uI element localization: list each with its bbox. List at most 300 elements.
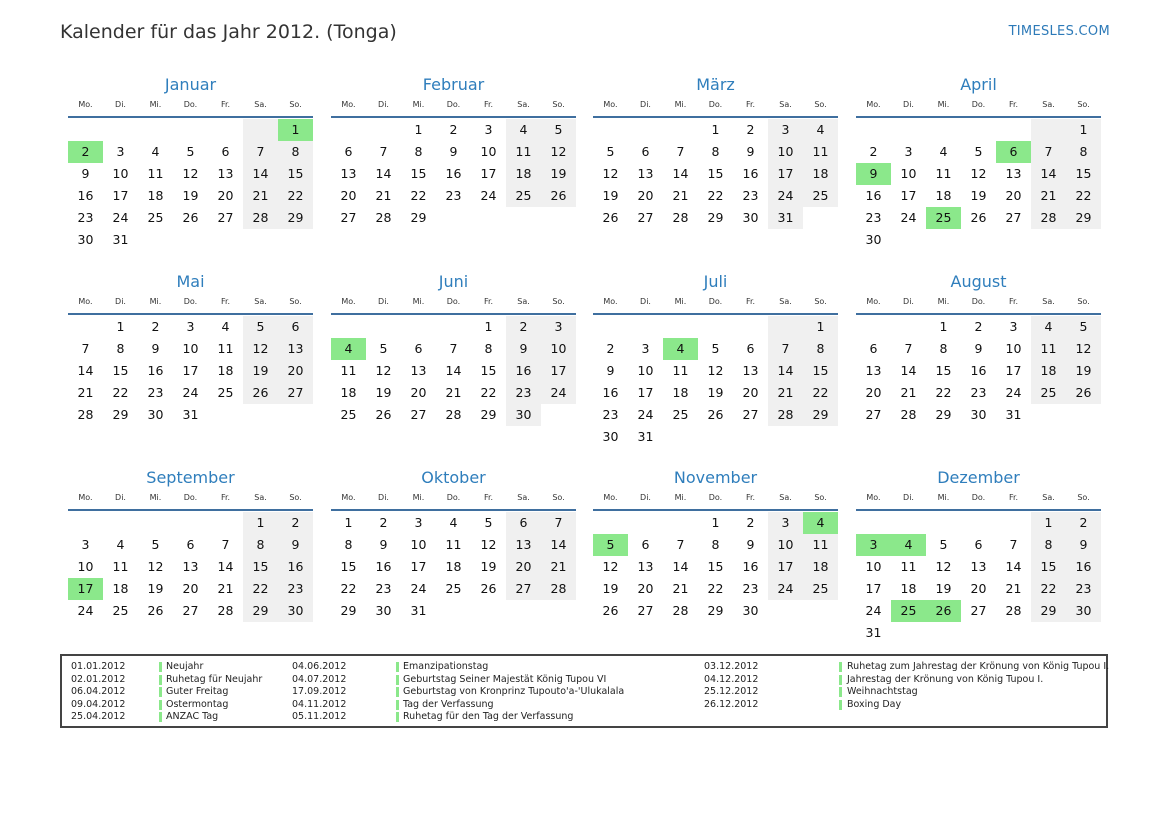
weekday-label: Do. xyxy=(183,100,198,109)
day-cell: 20 xyxy=(970,581,987,596)
day-cell: 26 xyxy=(243,382,278,404)
day-cell: 28 xyxy=(445,407,462,422)
day-cell: 11 xyxy=(506,141,541,163)
day-cell: 10 xyxy=(768,534,803,556)
day-cell: 13 xyxy=(1005,166,1022,181)
month-name: Juli xyxy=(703,272,728,291)
empty-cell xyxy=(593,316,628,338)
day-cell: 17 xyxy=(410,559,427,574)
month-name: Februar xyxy=(422,75,485,94)
holiday-marker xyxy=(396,700,399,710)
weekday-header xyxy=(593,96,838,118)
day-cell: 25 xyxy=(672,407,689,422)
empty-cell xyxy=(628,316,663,338)
day-cell: 27 xyxy=(182,603,199,618)
day-cell: 14 xyxy=(217,559,234,574)
day-cell: 30 xyxy=(742,210,759,225)
day-cell: 11 xyxy=(803,141,838,163)
day-cell: 9 xyxy=(379,537,388,552)
weekday-label: Fr. xyxy=(745,100,756,109)
weekday-label: Do. xyxy=(708,100,723,109)
weekday-label: So. xyxy=(1077,493,1090,502)
day-cell: 28 xyxy=(672,603,689,618)
day-cell: 27 xyxy=(742,407,759,422)
day-cell: 18 xyxy=(803,163,838,185)
day-cell: 7 xyxy=(768,338,803,360)
day-cell: 1 xyxy=(414,122,423,137)
holiday-date: 04.11.2012 xyxy=(292,698,347,710)
day-cell: 23 xyxy=(506,382,541,404)
day-cell: 23 xyxy=(278,578,313,600)
day-cell: 12 xyxy=(541,141,576,163)
day-grid xyxy=(331,512,576,622)
weekday-label: Di. xyxy=(115,100,126,109)
month-6 xyxy=(331,271,576,426)
weekday-label: Fr. xyxy=(1008,100,1019,109)
day-cell: 26 xyxy=(1066,382,1101,404)
weekday-label: So. xyxy=(289,100,302,109)
day-cell: 8 xyxy=(711,537,720,552)
day-cell: 25 xyxy=(803,185,838,207)
day-cell: 22 xyxy=(707,188,724,203)
day-cell: 14 xyxy=(77,363,94,378)
day-cell: 27 xyxy=(970,603,987,618)
weekday-label: Mi. xyxy=(674,297,687,306)
day-cell: 7 xyxy=(676,144,685,159)
empty-cell xyxy=(208,119,243,141)
weekday-label: Sa. xyxy=(779,297,792,306)
holiday-marker xyxy=(159,687,162,697)
holiday-marker xyxy=(839,662,842,672)
empty-cell xyxy=(103,512,138,534)
day-cell: 29 xyxy=(112,407,129,422)
weekday-label: Di. xyxy=(378,297,389,306)
day-cell: 25 xyxy=(340,407,357,422)
day-cell: 23 xyxy=(1066,578,1101,600)
day-cell: 18 xyxy=(1031,360,1066,382)
day-cell: 15 xyxy=(480,363,497,378)
day-cell: 12 xyxy=(480,537,497,552)
day-cell: 6 xyxy=(506,512,541,534)
day-cell: 6 xyxy=(641,537,650,552)
day-cell: 2 xyxy=(869,144,878,159)
holiday-marker xyxy=(159,675,162,685)
weekday-header xyxy=(331,96,576,118)
weekday-label: Mi. xyxy=(149,297,162,306)
day-cell: 14 xyxy=(1005,559,1022,574)
day-cell: 24 xyxy=(541,382,576,404)
day-cell: 2 xyxy=(506,316,541,338)
weekday-label: Sa. xyxy=(1042,100,1055,109)
day-cell: 1 xyxy=(711,515,720,530)
weekday-label: Fr. xyxy=(220,100,231,109)
empty-cell xyxy=(891,119,926,141)
empty-cell xyxy=(68,316,103,338)
empty-cell xyxy=(68,119,103,141)
weekday-label: Mi. xyxy=(937,100,950,109)
day-cell: 14 xyxy=(243,163,278,185)
day-cell: 8 xyxy=(414,144,423,159)
day-cell: 3 xyxy=(484,122,493,137)
weekday-label: So. xyxy=(552,297,565,306)
day-cell: 13 xyxy=(970,559,987,574)
day-cell: 9 xyxy=(278,534,313,556)
day-cell: 12 xyxy=(935,559,952,574)
day-cell: 5 xyxy=(151,537,160,552)
day-cell: 15 xyxy=(1031,556,1066,578)
day-cell: 17 xyxy=(480,166,497,181)
day-cell: 13 xyxy=(340,166,357,181)
day-cell: 22 xyxy=(803,382,838,404)
day-cell: 11 xyxy=(112,559,129,574)
day-cell: 7 xyxy=(1031,141,1066,163)
day-cell: 16 xyxy=(1066,556,1101,578)
weekday-label: Fr. xyxy=(220,493,231,502)
day-cell: 21 xyxy=(672,188,689,203)
day-cell: 10 xyxy=(637,363,654,378)
weekday-label: Mo. xyxy=(603,493,618,502)
weekday-label: Mo. xyxy=(866,297,881,306)
empty-cell xyxy=(401,316,436,338)
holiday-name: Weihnachtstag xyxy=(847,686,918,697)
weekday-label: Mi. xyxy=(149,493,162,502)
weekday-label: Do. xyxy=(708,297,723,306)
day-cell: 2 xyxy=(278,512,313,534)
weekday-header xyxy=(331,293,576,315)
day-grid xyxy=(856,512,1101,644)
weekday-label: Do. xyxy=(446,297,461,306)
day-cell: 25 xyxy=(217,385,234,400)
day-cell: 22 xyxy=(1066,185,1101,207)
day-cell: 27 xyxy=(506,578,541,600)
day-cell: 8 xyxy=(1066,141,1101,163)
day-cell: 21 xyxy=(375,188,392,203)
weekday-label: Mi. xyxy=(149,100,162,109)
weekday-header xyxy=(68,96,313,118)
day-cell: 15 xyxy=(278,163,313,185)
day-cell: 6 xyxy=(221,144,230,159)
day-cell: 3 xyxy=(768,512,803,534)
holiday-day-cell: 5 xyxy=(593,534,628,556)
weekday-label: Mi. xyxy=(674,493,687,502)
month-name: Dezember xyxy=(937,468,1020,487)
empty-cell xyxy=(331,316,366,338)
day-cell: 8 xyxy=(278,141,313,163)
weekday-header xyxy=(856,489,1101,511)
day-cell: 29 xyxy=(340,603,357,618)
empty-cell xyxy=(698,316,733,338)
day-cell: 29 xyxy=(278,207,313,229)
weekday-label: Mo. xyxy=(341,100,356,109)
day-cell: 26 xyxy=(541,185,576,207)
day-cell: 30 xyxy=(742,603,759,618)
day-cell: 24 xyxy=(182,385,199,400)
day-grid xyxy=(68,119,313,251)
day-cell: 7 xyxy=(449,341,458,356)
empty-cell xyxy=(173,512,208,534)
day-cell: 14 xyxy=(672,559,689,574)
empty-cell xyxy=(663,316,698,338)
day-cell: 12 xyxy=(147,559,164,574)
day-cell: 21 xyxy=(672,581,689,596)
holiday-marker xyxy=(159,662,162,672)
day-cell: 17 xyxy=(865,581,882,596)
day-cell: 23 xyxy=(970,385,987,400)
day-cell: 19 xyxy=(182,188,199,203)
weekday-label: Di. xyxy=(115,493,126,502)
weekday-header xyxy=(331,489,576,511)
day-cell: 29 xyxy=(707,603,724,618)
weekday-label: Di. xyxy=(903,100,914,109)
weekday-label: Mo. xyxy=(78,100,93,109)
day-cell: 19 xyxy=(602,581,619,596)
day-cell: 23 xyxy=(742,581,759,596)
day-cell: 7 xyxy=(676,537,685,552)
day-cell: 18 xyxy=(112,581,129,596)
empty-cell xyxy=(891,512,926,534)
day-cell: 21 xyxy=(445,385,462,400)
day-cell: 28 xyxy=(375,210,392,225)
weekday-label: Mi. xyxy=(937,297,950,306)
holiday-name: Jahrestag der Krönung von König Tupou I. xyxy=(847,673,1044,685)
weekday-label: Di. xyxy=(640,297,651,306)
day-cell: 30 xyxy=(77,232,94,247)
day-cell: 7 xyxy=(243,141,278,163)
weekday-label: Di. xyxy=(903,493,914,502)
holiday-legend xyxy=(60,654,1108,728)
day-cell: 11 xyxy=(217,341,234,356)
day-cell: 14 xyxy=(672,166,689,181)
weekday-label: Mi. xyxy=(412,297,425,306)
day-cell: 13 xyxy=(637,166,654,181)
day-cell: 30 xyxy=(1066,600,1101,622)
weekday-label: Di. xyxy=(640,100,651,109)
day-cell: 14 xyxy=(1031,163,1066,185)
day-cell: 28 xyxy=(768,404,803,426)
day-cell: 14 xyxy=(768,360,803,382)
holiday-day-cell: 4 xyxy=(663,338,698,360)
day-cell: 3 xyxy=(768,119,803,141)
day-grid xyxy=(593,119,838,229)
day-cell: 6 xyxy=(641,144,650,159)
day-cell: 19 xyxy=(541,163,576,185)
weekday-label: So. xyxy=(1077,297,1090,306)
day-cell: 18 xyxy=(445,559,462,574)
day-cell: 6 xyxy=(414,341,423,356)
holiday-marker xyxy=(839,675,842,685)
day-cell: 12 xyxy=(602,166,619,181)
empty-cell xyxy=(856,119,891,141)
holiday-day-cell: 3 xyxy=(856,534,891,556)
day-cell: 23 xyxy=(375,581,392,596)
day-cell: 29 xyxy=(1066,207,1101,229)
holiday-day-cell: 17 xyxy=(68,578,103,600)
day-cell: 2 xyxy=(746,515,755,530)
weekday-header xyxy=(856,96,1101,118)
day-cell: 1 xyxy=(1031,512,1066,534)
day-cell: 20 xyxy=(182,581,199,596)
day-cell: 5 xyxy=(541,119,576,141)
day-cell: 23 xyxy=(445,188,462,203)
weekday-label: Sa. xyxy=(1042,297,1055,306)
day-cell: 11 xyxy=(340,363,357,378)
day-cell: 15 xyxy=(340,559,357,574)
day-cell: 2 xyxy=(449,122,458,137)
day-cell: 12 xyxy=(375,363,392,378)
day-cell: 8 xyxy=(803,338,838,360)
day-cell: 12 xyxy=(970,166,987,181)
day-cell: 30 xyxy=(602,429,619,444)
day-cell: 31 xyxy=(112,232,129,247)
day-cell: 14 xyxy=(445,363,462,378)
weekday-label: Sa. xyxy=(254,297,267,306)
day-cell: 6 xyxy=(869,341,878,356)
weekday-label: Fr. xyxy=(1008,493,1019,502)
day-cell: 19 xyxy=(243,360,278,382)
empty-cell xyxy=(856,512,891,534)
empty-cell xyxy=(961,512,996,534)
day-cell: 15 xyxy=(410,166,427,181)
site-link[interactable]: TIMESLES.COM xyxy=(1008,24,1110,39)
day-cell: 31 xyxy=(768,207,803,229)
day-cell: 12 xyxy=(243,338,278,360)
day-cell: 24 xyxy=(112,210,129,225)
day-cell: 8 xyxy=(939,341,948,356)
day-cell: 12 xyxy=(182,166,199,181)
day-cell: 27 xyxy=(340,210,357,225)
day-cell: 9 xyxy=(81,166,90,181)
day-cell: 18 xyxy=(147,188,164,203)
holiday-date: 03.12.2012 xyxy=(704,661,759,672)
holiday-date: 25.04.2012 xyxy=(71,711,126,722)
day-cell: 10 xyxy=(865,559,882,574)
holiday-day-cell: 1 xyxy=(278,119,313,141)
day-cell: 28 xyxy=(217,603,234,618)
month-name: August xyxy=(950,272,1007,291)
holiday-date: 02.01.2012 xyxy=(71,673,126,685)
day-cell: 19 xyxy=(480,559,497,574)
day-cell: 3 xyxy=(541,316,576,338)
holiday-name: Boxing Day xyxy=(847,698,902,710)
day-cell: 22 xyxy=(1031,578,1066,600)
holiday-date: 17.09.2012 xyxy=(292,686,347,697)
day-cell: 24 xyxy=(410,581,427,596)
day-cell: 28 xyxy=(77,407,94,422)
day-cell: 18 xyxy=(672,385,689,400)
day-cell: 29 xyxy=(410,210,427,225)
day-cell: 25 xyxy=(803,578,838,600)
day-cell: 1 xyxy=(243,512,278,534)
day-cell: 5 xyxy=(243,316,278,338)
weekday-label: Mi. xyxy=(674,100,687,109)
day-cell: 22 xyxy=(243,578,278,600)
day-grid xyxy=(68,316,313,426)
month-4 xyxy=(856,74,1101,251)
weekday-label: Sa. xyxy=(517,100,530,109)
weekday-label: Sa. xyxy=(1042,493,1055,502)
holiday-name: Ruhetag zum Jahrestag der Krönung von König Tupou I. xyxy=(847,661,1110,672)
day-cell: 27 xyxy=(637,210,654,225)
holiday-marker xyxy=(396,662,399,672)
day-cell: 23 xyxy=(742,188,759,203)
weekday-label: Mo. xyxy=(78,297,93,306)
weekday-label: So. xyxy=(289,493,302,502)
weekday-label: Mo. xyxy=(341,493,356,502)
day-cell: 17 xyxy=(182,363,199,378)
day-cell: 31 xyxy=(1005,407,1022,422)
empty-cell xyxy=(366,316,401,338)
day-cell: 6 xyxy=(278,316,313,338)
holiday-name: Ruhetag für Neujahr xyxy=(166,673,263,685)
day-cell: 11 xyxy=(803,534,838,556)
weekday-label: Mo. xyxy=(866,493,881,502)
empty-cell xyxy=(628,512,663,534)
day-cell: 18 xyxy=(900,581,917,596)
weekday-label: So. xyxy=(814,493,827,502)
day-cell: 25 xyxy=(1031,382,1066,404)
day-cell: 21 xyxy=(1005,581,1022,596)
holiday-day-cell: 4 xyxy=(891,534,926,556)
holiday-name: Tag der Verfassung xyxy=(403,698,494,710)
holiday-date: 25.12.2012 xyxy=(704,686,759,697)
day-cell: 27 xyxy=(278,382,313,404)
day-cell: 17 xyxy=(1005,363,1022,378)
weekday-label: Sa. xyxy=(254,493,267,502)
day-cell: 22 xyxy=(278,185,313,207)
day-cell: 11 xyxy=(900,559,917,574)
weekday-label: So. xyxy=(814,297,827,306)
weekday-label: So. xyxy=(814,100,827,109)
day-cell: 3 xyxy=(414,515,423,530)
holiday-date: 09.04.2012 xyxy=(71,698,126,710)
day-cell: 6 xyxy=(186,537,195,552)
day-cell: 24 xyxy=(1005,385,1022,400)
day-cell: 20 xyxy=(410,385,427,400)
day-cell: 5 xyxy=(939,537,948,552)
day-cell: 16 xyxy=(742,166,759,181)
empty-cell xyxy=(208,512,243,534)
empty-cell xyxy=(138,119,173,141)
day-cell: 31 xyxy=(182,407,199,422)
empty-cell xyxy=(1031,119,1066,141)
day-cell: 3 xyxy=(904,144,913,159)
empty-cell xyxy=(733,316,768,338)
day-cell: 26 xyxy=(375,407,392,422)
day-cell: 21 xyxy=(1031,185,1066,207)
day-cell: 24 xyxy=(865,603,882,618)
day-cell: 30 xyxy=(278,600,313,622)
day-cell: 7 xyxy=(904,341,913,356)
day-cell: 13 xyxy=(182,559,199,574)
day-cell: 1 xyxy=(1066,119,1101,141)
day-cell: 10 xyxy=(480,144,497,159)
day-cell: 21 xyxy=(243,185,278,207)
day-cell: 6 xyxy=(974,537,983,552)
month-1 xyxy=(68,74,313,251)
empty-cell xyxy=(768,316,803,338)
day-cell: 4 xyxy=(1031,316,1066,338)
month-name: Mai xyxy=(176,272,205,291)
day-cell: 31 xyxy=(637,429,654,444)
month-9 xyxy=(68,467,313,622)
empty-cell xyxy=(663,119,698,141)
day-cell: 17 xyxy=(112,188,129,203)
day-cell: 28 xyxy=(672,210,689,225)
day-cell: 23 xyxy=(865,210,882,225)
day-cell: 3 xyxy=(116,144,125,159)
day-cell: 20 xyxy=(1005,188,1022,203)
month-name: November xyxy=(673,468,758,487)
